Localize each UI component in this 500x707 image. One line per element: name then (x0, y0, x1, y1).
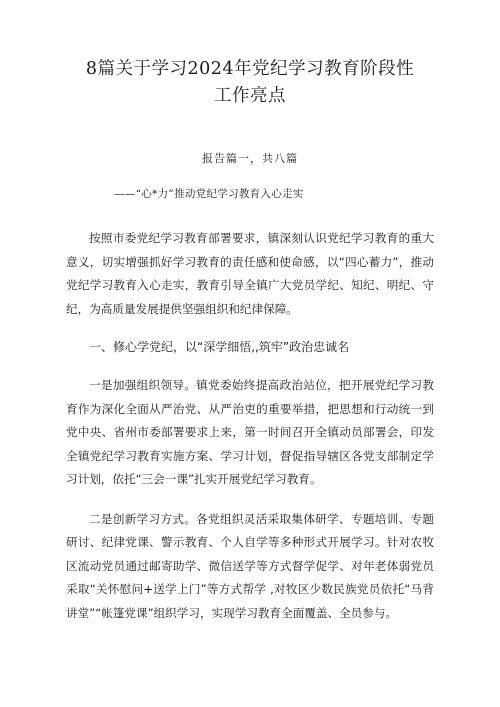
paragraph-intro: 按照市委党纪学习教育部署要求，镇深刻认识党纪学习教育的重大意义，切实增强抓好学习教育的责任感和使命感，以“四心蓄力”，推动党纪学习教育入心走实，教育引导全镇广大党员学纪、知纪、明纪、守纪，为高质量发展提供坚强组织和纪律保障。 (66, 231, 434, 316)
document-title (66, 56, 434, 110)
document-meta: 报告篇一，共八篇 (202, 152, 298, 165)
title-line-1: 8篇关于学习2024年党纪学习教育阶段性 (85, 59, 415, 79)
paragraph-study-methods: 二是创新学习方式。各党组织灵活采取集体研学、专题培训、专题研讨、纪律党课、警示教育、个人自学等多种形式开展学习。针对农牧区流动党员通过邮寄助学、微信送学等方式督学促学、对年老体弱党员采取“关怀慰问+送学上门”等方式帮学 ,对牧区少数民族党员依托“马背讲堂”“帐篷党课”组织学习，实现学习教育全面覆盖、全员参与。 (66, 511, 434, 620)
section-heading-1: 一、修心学党纪，以“深学细悟,,筑牢”政治忠诚名 (89, 340, 350, 354)
document-subtitle: ——“心*力”推动党纪学习教育入心走实 (114, 188, 304, 200)
title-line-2: 工作亮点 (214, 86, 286, 106)
paragraph-organization: 一是加强组织领导。镇党委始终提高政治站位，把开展党纪学习教育作为深化全面从严治党、从严治吏的重要举措，把思想和行动统一到党中央、省州市委部署要求上来，第一时间召开全镇动员部署会，印发全镇党纪学习教育实施方案、学习计划，督促指导辖区各党支部制定学习计划，依托“三会一课”扎实开展党纪学习教育。 (66, 378, 434, 486)
